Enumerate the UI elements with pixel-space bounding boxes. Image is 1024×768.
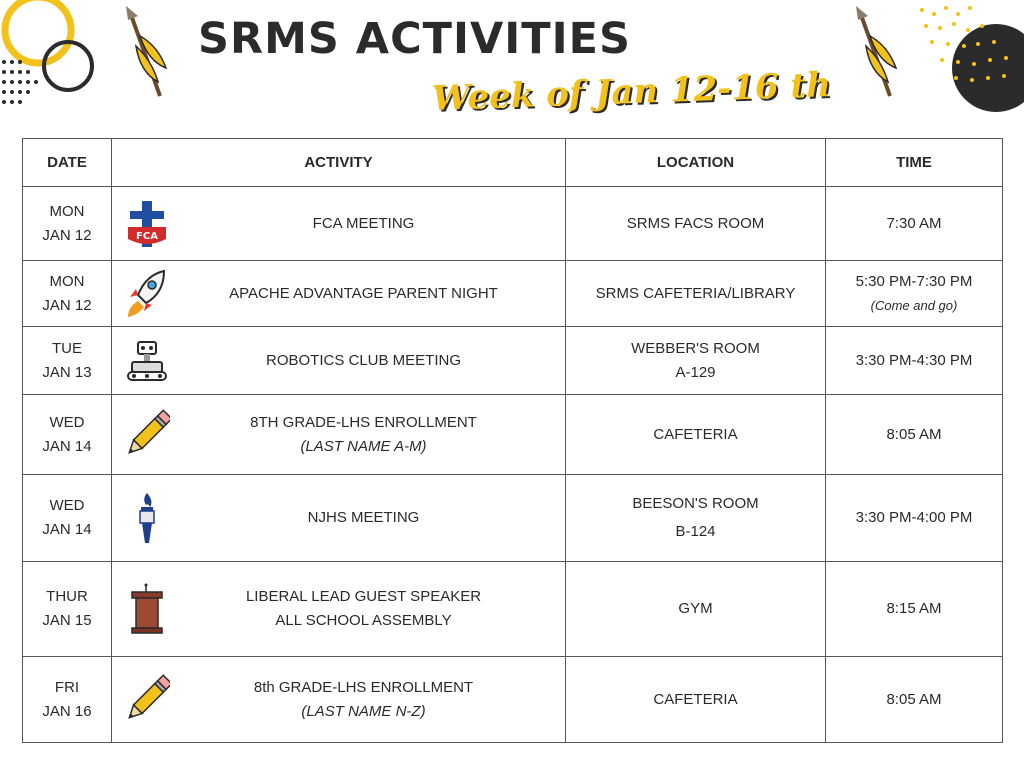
rocket-icon (124, 267, 170, 321)
header-activity: ACTIVITY (112, 139, 566, 187)
date-cell: MON JAN 12 (23, 261, 112, 327)
location-cell: SRMS CAFETERIA/LIBRARY (566, 261, 826, 327)
header-location: LOCATION (566, 139, 826, 187)
header-date: DATE (23, 139, 112, 187)
time-cell: 3:30 PM-4:00 PM (826, 475, 1003, 562)
page-title: SRMS ACTIVITIES (198, 14, 631, 64)
activities-table (22, 138, 1003, 743)
table-row (23, 327, 1003, 395)
arrow-feather-right-icon (848, 6, 906, 100)
location-cell: WEBBER'S ROOM A-129 (566, 327, 826, 395)
table-row (23, 261, 1003, 327)
podium-icon (124, 582, 170, 636)
torch-icon (124, 491, 170, 545)
location-cell: GYM (566, 562, 826, 657)
activity-cell: NJHS MEETING (112, 475, 566, 562)
location-cell: BEESON'S ROOM B-124 (566, 475, 826, 562)
page-subtitle: Week of Jan 12-16 th (431, 65, 832, 119)
location-cell: SRMS FACS ROOM (566, 187, 826, 261)
time-cell: 5:30 PM-7:30 PM (Come and go) (826, 261, 1003, 327)
table-row (23, 187, 1003, 261)
date-cell: MON JAN 12 (23, 187, 112, 261)
dark-circle-dots-icon (912, 0, 1024, 122)
time-cell: 8:05 AM (826, 657, 1003, 743)
fca-logo-icon (124, 197, 170, 251)
time-cell: 8:05 AM (826, 395, 1003, 475)
location-cell: CAFETERIA (566, 395, 826, 475)
table-row (23, 657, 1003, 743)
activity-cell: LIBERAL LEAD GUEST SPEAKER ALL SCHOOL ASSEMBLY (112, 562, 566, 657)
time-cell: 8:15 AM (826, 562, 1003, 657)
date-cell: FRI JAN 16 (23, 657, 112, 743)
arrow-feather-left-icon (118, 6, 176, 100)
time-cell: 7:30 AM (826, 187, 1003, 261)
table-row (23, 475, 1003, 562)
activity-cell: ROBOTICS CLUB MEETING (112, 327, 566, 395)
table-row (23, 395, 1003, 475)
activity-cell: FCA FCA MEETING (112, 187, 566, 261)
table-header-row (23, 139, 1003, 187)
svg-text:FCA: FCA (136, 230, 158, 242)
time-cell: 3:30 PM-4:30 PM (826, 327, 1003, 395)
activity-cell: APACHE ADVANTAGE PARENT NIGHT (112, 261, 566, 327)
yellow-circle-doodle-icon (0, 0, 100, 115)
date-cell: TUE JAN 13 (23, 327, 112, 395)
header-time: TIME (826, 139, 1003, 187)
date-cell: WED JAN 14 (23, 395, 112, 475)
pencil-icon (124, 673, 170, 727)
activity-cell: 8TH GRADE-LHS ENROLLMENT (LAST NAME A-M) (112, 395, 566, 475)
date-cell: WED JAN 14 (23, 475, 112, 562)
table-row (23, 562, 1003, 657)
activity-cell: 8th GRADE-LHS ENROLLMENT (LAST NAME N-Z) (112, 657, 566, 743)
date-cell: THUR JAN 15 (23, 562, 112, 657)
location-cell: CAFETERIA (566, 657, 826, 743)
robot-icon (124, 334, 170, 388)
pencil-icon (124, 408, 170, 462)
